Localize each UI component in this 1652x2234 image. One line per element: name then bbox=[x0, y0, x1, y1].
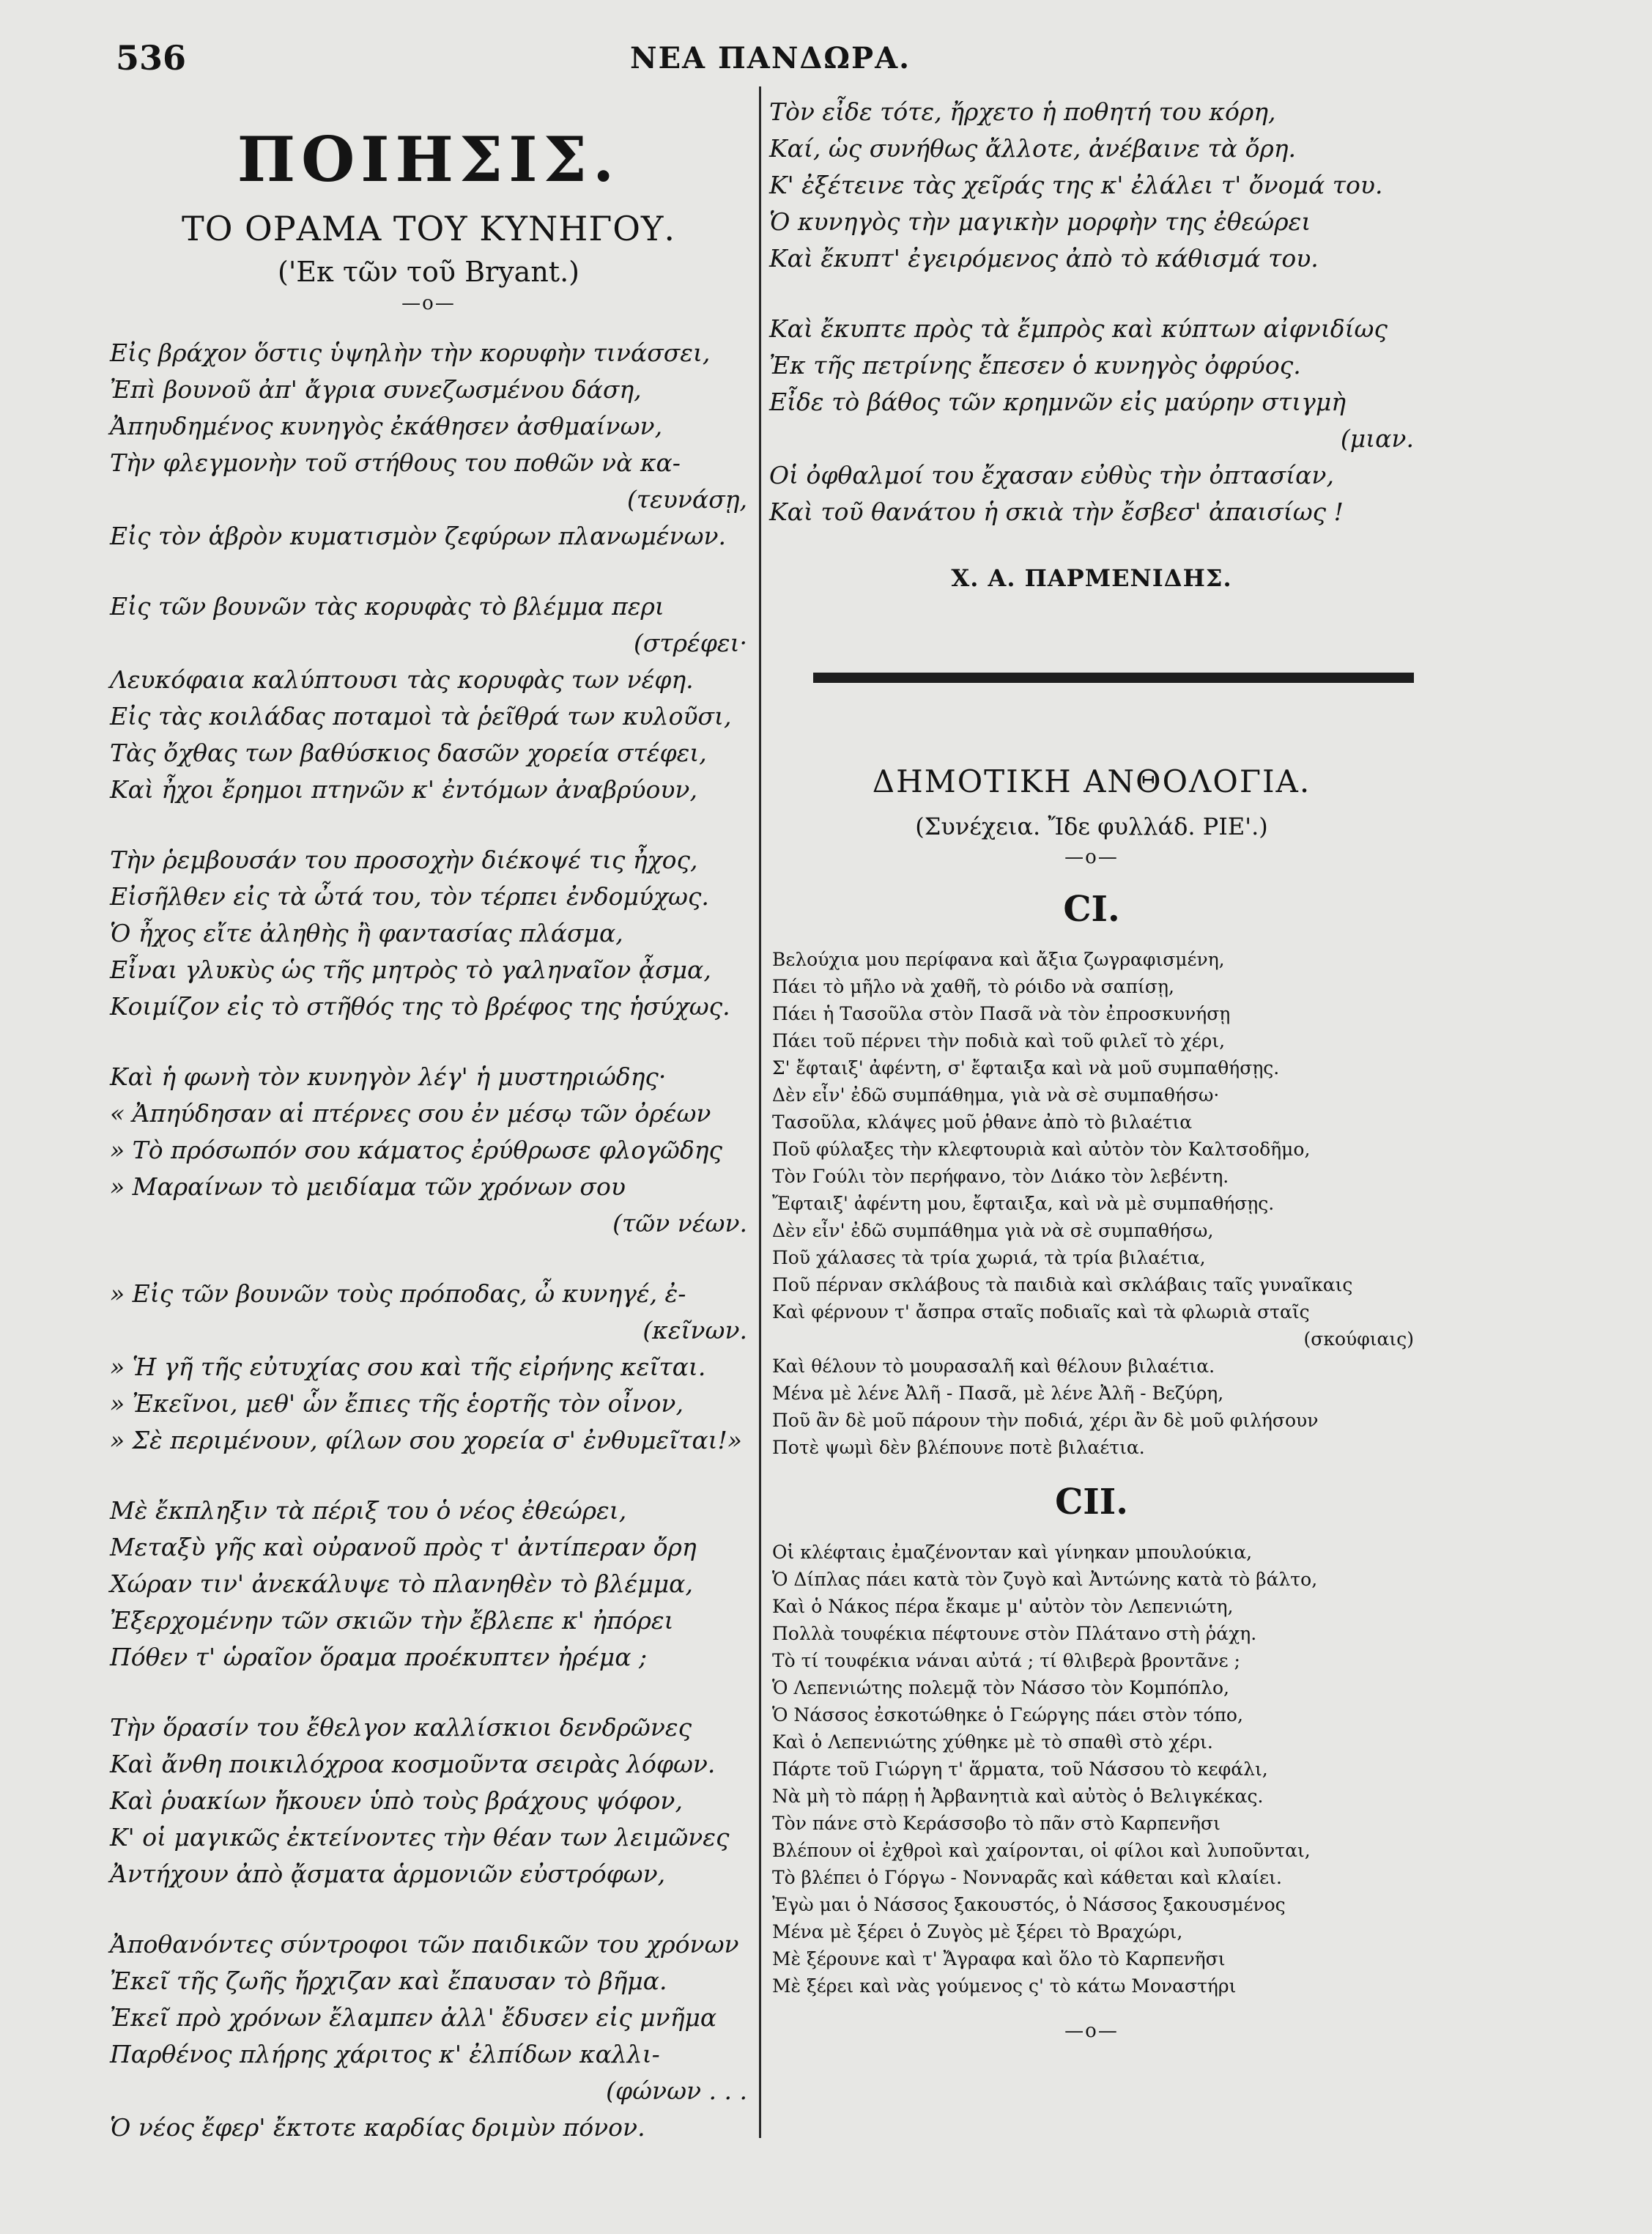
verse-line: Ὁ Νάσσος ἐσκοτώθηκε ὁ Γεώργης πάει στὸν τόπο, bbox=[772, 1704, 1243, 1726]
verse-line: Τὸν Γούλι τὸν περήφανο, τὸν Διάκο τὸν λεβέντη. bbox=[772, 1166, 1229, 1187]
verse-line: Εἰς βράχον ὅστις ὑψηλὴν τὴν κορυφὴν τινάσσει, bbox=[110, 339, 711, 367]
song-number: CI. bbox=[1063, 889, 1120, 930]
poem-title: ΤΟ ΟΡΑΜΑ ΤΟΥ ΚΥΝΗΓΟΥ. bbox=[182, 209, 675, 248]
verse-line: Ἐκ τῆς πετρίνης ἔπεσεν ὁ κυνηγὸς ὀφρύος. bbox=[769, 351, 1301, 380]
verse-line: » Μαραίνων τὸ μειδίαμα τῶν χρόνων σου bbox=[110, 1172, 626, 1201]
verse-line: » Σὲ περιμένουν, φίλων σου χορεία σ' ἐνθυμεῖται!» bbox=[110, 1426, 742, 1454]
verse-line: Τὸν πάνε στὸ Κεράσσοβο τὸ πᾶν στὸ Καρπενῆσι bbox=[772, 1813, 1221, 1834]
journal-title: ΝΕΑ ΠΑΝΔΩΡΑ. bbox=[630, 41, 911, 75]
author-signature: Χ. Α. ΠΑΡΜΕΝΙΔΗΣ. bbox=[951, 564, 1232, 592]
verse-line: Πάει ἡ Τασοῦλα στὸν Πασᾶ νὰ τὸν ἐπροσκυνήσῃ bbox=[772, 1003, 1231, 1024]
page-number: 536 bbox=[116, 38, 187, 78]
verse-line: Μὲ ξέρουνε καὶ τ' Ἄγραφα καὶ ὅλο τὸ Καρπενῆσι bbox=[772, 1948, 1226, 1969]
stanza bbox=[769, 311, 1414, 530]
verse-line: Ποῦ πέρναν σκλάβους τὰ παιδιὰ καὶ σκλάβαις ταῖς γυναῖκαις bbox=[772, 1274, 1353, 1295]
verse-line: Εἰσῆλθεν εἰς τὰ ὦτά του, τὸν τέρπει ἐνδομύχως. bbox=[110, 882, 709, 911]
song-number: CII. bbox=[1055, 1482, 1128, 1523]
folk-song bbox=[769, 946, 1414, 1461]
verse-line: » Ἐκεῖνοι, μεθ' ὧν ἔπιες τῆς ἑορτῆς τὸν οἶνον, bbox=[110, 1389, 684, 1418]
right-column bbox=[769, 94, 1414, 2063]
verse-continuation: (στρέφει· bbox=[633, 629, 747, 657]
verse-line: Καὶ ἔκυπτ' ἐγειρόμενος ἀπὸ τὸ κάθισμά του. bbox=[769, 244, 1319, 273]
verse-line: Λευκόφαια καλύπτουσι τὰς κορυφὰς των νέφη. bbox=[110, 665, 694, 694]
verse-line: Εἶναι γλυκὺς ὡς τῆς μητρὸς τὸ γαληναῖον ᾆσμα, bbox=[110, 955, 711, 984]
verse-line: « Ἀπηύδησαν αἱ πτέρνες σου ἐν μέσῳ τῶν ὀρέων bbox=[110, 1099, 711, 1128]
verse-line: Ἀποθανόντες σύντροφοι τῶν παιδικῶν του χρόνων bbox=[110, 1930, 739, 1959]
verse-line: Ποῦ ἂν δὲ μοῦ πάρουν τὴν ποδιά, χέρι ἂν δὲ μοῦ φιλήσουν bbox=[772, 1410, 1319, 1431]
verse-line: Δὲν εἶν' ἐδῶ συμπάθημα γιὰ νὰ σὲ συμπαθήσω, bbox=[772, 1220, 1214, 1241]
verse-line: Εἰς τὸν ἁβρὸν κυματισμὸν ζεφύρων πλανωμένων. bbox=[110, 522, 727, 550]
section-title: ΠΟΙΗΣΙΣ. bbox=[237, 123, 621, 196]
ornament: —o— bbox=[401, 292, 456, 314]
verse-line: Καὶ ὁ Λεπενιώτης χύθηκε μὲ τὸ σπαθὶ στὸ χέρι. bbox=[772, 1731, 1213, 1753]
verse-line: Βελούχια μου περίφανα καὶ ἄξια ζωγραφισμένη, bbox=[772, 949, 1225, 970]
verse-line: Τὴν φλεγμονὴν τοῦ στήθους του ποθῶν νὰ κα- bbox=[110, 448, 681, 477]
verse-line: Κ' οἱ μαγικῶς ἐκτείνοντες τὴν θέαν των λειμῶνες bbox=[110, 1823, 730, 1852]
verse-continuation: (μιαν. bbox=[1340, 424, 1414, 453]
stanza bbox=[110, 1709, 747, 1893]
verse-line: Παρθένος πλήρης χάριτος κ' ἐλπίδων καλλι- bbox=[110, 2040, 660, 2068]
stanza bbox=[110, 1276, 747, 1459]
verse-line: » Τὸ πρόσωπόν σου κάματος ἐρύθρωσε φλογῶδης bbox=[110, 1136, 722, 1164]
verse-line: Καὶ ὁ Νάκος πέρα ἔκαμε μ' αὐτὸν τὸν Λεπενιώτη, bbox=[772, 1596, 1234, 1617]
verse-line: Ποῦ φύλαξες τὴν κλεφτουριὰ καὶ αὐτὸν τὸν Καλτσοδῆμο, bbox=[772, 1139, 1311, 1160]
verse-line: Ἔφταιξ' ἀφέντη μου, ἔφταιξα, καὶ νὰ μὲ συμπαθήσῃς. bbox=[772, 1193, 1275, 1214]
verse-line: Ὁ Δίπλας πάει κατὰ τὸν ζυγὸ καὶ Ἀντώνης κατὰ τὸ βάλτο, bbox=[772, 1569, 1318, 1590]
verse-line: Μεταξὺ γῆς καὶ οὐρανοῦ πρὸς τ' ἀντίπεραν ὄρη bbox=[110, 1533, 697, 1561]
verse-line: Ἐκεῖ τῆς ζωῆς ἤρχιζαν καὶ ἔπαυσαν τὸ βῆμα. bbox=[110, 1967, 667, 1995]
anthology-title: ΔΗΜΟΤΙΚΗ ΑΝΘΟΛΟΓΙΑ. bbox=[872, 763, 1311, 799]
stanza bbox=[110, 842, 747, 1025]
verse-line: Καὶ ῥυακίων ἤκουεν ὑπὸ τοὺς βράχους ψόφον, bbox=[110, 1786, 683, 1815]
running-head bbox=[0, 38, 1652, 82]
verse-line: » Ἡ γῆ τῆς εὐτυχίας σου καὶ τῆς εἰρήνης κεῖται. bbox=[110, 1353, 706, 1381]
stanza bbox=[110, 588, 747, 808]
anthology-subtitle: (Συνέχεια. Ἴδε φυλλάδ. ΡΙΕ'.) bbox=[915, 813, 1268, 840]
verse-line: Τασοῦλα, κλάψες μοῦ ῥθανε ἀπὸ τὸ βιλαέτια bbox=[772, 1112, 1193, 1133]
verse-line: Εἶδε τὸ βάθος τῶν κρημνῶν εἰς μαύρην στιγμὴ bbox=[769, 388, 1347, 416]
verse-line: Ἐπὶ βουνοῦ ἀπ' ἄγρια συνεζωσμένου δάση, bbox=[110, 375, 642, 404]
verse-line: Χώραν τιν' ἀνεκάλυψε τὸ πλανηθὲν τὸ βλέμμα, bbox=[110, 1569, 693, 1598]
verse-line: Σ' ἔφταιξ' ἀφέντη, σ' ἔφταιξα καὶ νὰ μοῦ συμπαθήσῃς. bbox=[772, 1057, 1280, 1079]
stanza bbox=[110, 1059, 747, 1242]
verse-line: Τὴν ὅρασίν του ἔθελγον καλλίσκιοι δενδρῶνες bbox=[110, 1713, 692, 1742]
ornament: —o— bbox=[1064, 846, 1119, 868]
verse-line: Μένα μὲ λένε Ἀλῆ - Πασᾶ, μὲ λένε Ἀλῆ - Βεζύρη, bbox=[772, 1383, 1224, 1404]
verse-line: Καὶ ἄνθη ποικιλόχροα κοσμοῦντα σειρὰς λόφων. bbox=[110, 1750, 716, 1778]
verse-line: Μὲ ξέρει καὶ νὰς γούμενος ς' τὸ κάτω Μοναστήρι bbox=[772, 1975, 1237, 1997]
stanza bbox=[110, 1493, 747, 1676]
verse-line: Δὲν εἶν' ἐδῶ συμπάθημα, γιὰ νὰ σὲ συμπαθήσω· bbox=[772, 1084, 1220, 1106]
verse-line: Ἀπηυδημένος κυνηγὸς ἐκάθησεν ἀσθμαίνων, bbox=[110, 412, 663, 440]
verse-line: Βλέπουν οἱ ἐχθροὶ καὶ χαίρονται, οἱ φίλοι καὶ λυποῦνται, bbox=[772, 1840, 1311, 1861]
verse-continuation: (τευνάσῃ, bbox=[626, 485, 747, 514]
verse-line: Πάρτε τοῦ Γιώργη τ' ἅρματα, τοῦ Νάσσου τὸ κεφάλι, bbox=[772, 1758, 1268, 1780]
stanza bbox=[110, 335, 747, 555]
verse-continuation: (κεῖνων. bbox=[642, 1316, 747, 1345]
verse-line: Καὶ φέρνουν τ' ἄσπρα σταῖς ποδιαῖς καὶ τὰ φλωριὰ σταῖς bbox=[772, 1301, 1310, 1323]
verse-line: Κοιμίζον εἰς τὸ στῆθός της τὸ βρέφος της ἡσύχως. bbox=[110, 992, 730, 1021]
verse-line: Ὁ νέος ἔφερ' ἔκτοτε καρδίας δριμὺν πόνον. bbox=[110, 2113, 645, 2142]
poem bbox=[110, 335, 747, 2146]
column-divider bbox=[759, 86, 761, 2138]
verse-line: Ἐκεῖ πρὸ χρόνων ἔλαμπεν ἀλλ' ἔδυσεν εἰς μνῆμα bbox=[110, 2003, 717, 2032]
verse-continuation: (σκούφιαις) bbox=[1303, 1328, 1414, 1350]
section-separator bbox=[813, 673, 1414, 683]
verse-line: Τὴν ῥεμβουσάν του προσοχὴν διέκοψέ τις ἦχος, bbox=[110, 846, 698, 874]
verse-line: Τὸ τί τουφέκια νάναι αὐτά ; τί θλιβερὰ βροντᾶνε ; bbox=[772, 1650, 1240, 1671]
verse-line: Πάει τὸ μῆλο νὰ χαθῆ, τὸ ρόιδο νὰ σαπίσῃ, bbox=[772, 976, 1174, 997]
verse-line: Πόθεν τ' ὡραῖον ὅραμα προέκυπτεν ἠρέμα ; bbox=[110, 1643, 648, 1671]
verse-line: Ποῦ χάλασες τὰ τρία χωριά, τὰ τρία βιλαέτια, bbox=[772, 1247, 1206, 1268]
verse-line: Τὸ βλέπει ὁ Γόργω - Νονναρᾶς καὶ κάθεται καὶ κλαίει. bbox=[772, 1867, 1282, 1888]
verse-line: Μένα μὲ ξέρει ὁ Ζυγὸς μὲ ξέρει τὸ Βραχώρι, bbox=[772, 1921, 1183, 1942]
verse-line: Καὶ ἔκυπτε πρὸς τὰ ἔμπρὸς καὶ κύπτων αἰφνιδίως bbox=[769, 314, 1388, 343]
verse-line: Τὰς ὄχθας των βαθύσκιος δασῶν χορεία στέφει, bbox=[110, 739, 707, 767]
verse-line: Εἰς τῶν βουνῶν τὰς κορυφὰς τὸ βλέμμα περι bbox=[110, 592, 664, 621]
verse-line: Πάει τοῦ πέρνει τὴν ποδιὰ καὶ τοῦ φιλεῖ τὸ χέρι, bbox=[772, 1030, 1226, 1051]
verse-line: Οἱ ὀφθαλμοί του ἔχασαν εὐθὺς τὴν ὀπτασίαν, bbox=[769, 461, 1334, 489]
verse-line: Ἀντήχουν ἀπὸ ᾄσματα ἁρμονιῶν εὐστρόφων, bbox=[110, 1860, 666, 1888]
verse-line: Πολλὰ τουφέκια πέφτουνε στὸν Πλάτανο στὴ ῥάχη. bbox=[772, 1623, 1257, 1644]
verse-line: Τὸν εἶδε τότε, ἤρχετο ἡ ποθητή του κόρη, bbox=[769, 97, 1276, 126]
verse-line: Ὁ κυνηγὸς τὴν μαγικὴν μορφὴν της ἐθεώρει bbox=[769, 207, 1311, 236]
verse-line: Καί, ὡς συνήθως ἄλλοτε, ἀνέβαινε τὰ ὄρη. bbox=[769, 134, 1297, 163]
verse-line: Καὶ ἡ φωνὴ τὸν κυνηγὸν λέγ' ἡ μυστηριώδης· bbox=[110, 1062, 667, 1091]
verse-line: Ἐξερχομένην τῶν σκιῶν τὴν ἔβλεπε κ' ἠπόρει bbox=[110, 1606, 674, 1635]
verse-continuation: (φώνων . . . bbox=[606, 2076, 747, 2105]
verse-line: Νὰ μὴ τὸ πάρῃ ἡ Ἀρβανητιὰ καὶ αὐτὸς ὁ Βελιγκέκας. bbox=[772, 1786, 1264, 1807]
verse-line: Εἰς τὰς κοιλάδας ποταμοὶ τὰ ῥεῖθρά των κυλοῦσι, bbox=[110, 702, 732, 731]
verse-line: Καὶ τοῦ θανάτου ἡ σκιὰ τὴν ἔσβεσ' ἀπαισίως ! bbox=[769, 498, 1344, 526]
stanza bbox=[769, 94, 1414, 277]
folk-song bbox=[769, 1539, 1414, 2000]
verse-line: Καὶ ἦχοι ἔρημοι πτηνῶν κ' ἐντόμων ἀναβρύουν, bbox=[110, 775, 697, 804]
verse-line: Ἐγὼ μαι ὁ Νάσσος ξακουστός, ὁ Νάσσος ξακουσμένος bbox=[772, 1894, 1286, 1915]
verse-line: Μὲ ἔκπληξιν τὰ πέριξ του ὁ νέος ἐθεώρει, bbox=[110, 1496, 627, 1525]
verse-line: Ποτὲ ψωμὶ δὲν βλέπουνε ποτὲ βιλαέτια. bbox=[772, 1437, 1145, 1458]
poem-source: ('Εκ τῶν τοῦ Bryant.) bbox=[278, 256, 579, 288]
poem-conclusion bbox=[769, 94, 1414, 530]
verse-line: » Εἰς τῶν βουνῶν τοὺς πρόποδας, ὦ κυνηγέ, ἐ- bbox=[110, 1279, 686, 1308]
verse-line: Ὁ ἦχος εἴτε ἀληθὴς ἢ φαντασίας πλάσμα, bbox=[110, 919, 623, 947]
verse-line: Οἱ κλέφταις ἐμαζένονταν καὶ γίνηκαν μπουλούκια, bbox=[772, 1542, 1253, 1563]
left-column bbox=[110, 81, 747, 2180]
verse-line: Ὁ Λεπενιώτης πολεμᾷ τὸν Νάσσο τὸν Κομπόπλο, bbox=[772, 1677, 1229, 1698]
ornament: —o— bbox=[1064, 2020, 1119, 2042]
verse-continuation: (τῶν νέων. bbox=[612, 1209, 747, 1238]
stanza bbox=[110, 1926, 747, 2146]
verse-line: Κ' ἐξέτεινε τὰς χεῖράς της κ' ἐλάλει τ' ὄνομά του. bbox=[769, 171, 1383, 199]
verse-line: Καὶ θέλουν τὸ μουρασαλῆ καὶ θέλουν βιλαέτια. bbox=[772, 1355, 1215, 1377]
